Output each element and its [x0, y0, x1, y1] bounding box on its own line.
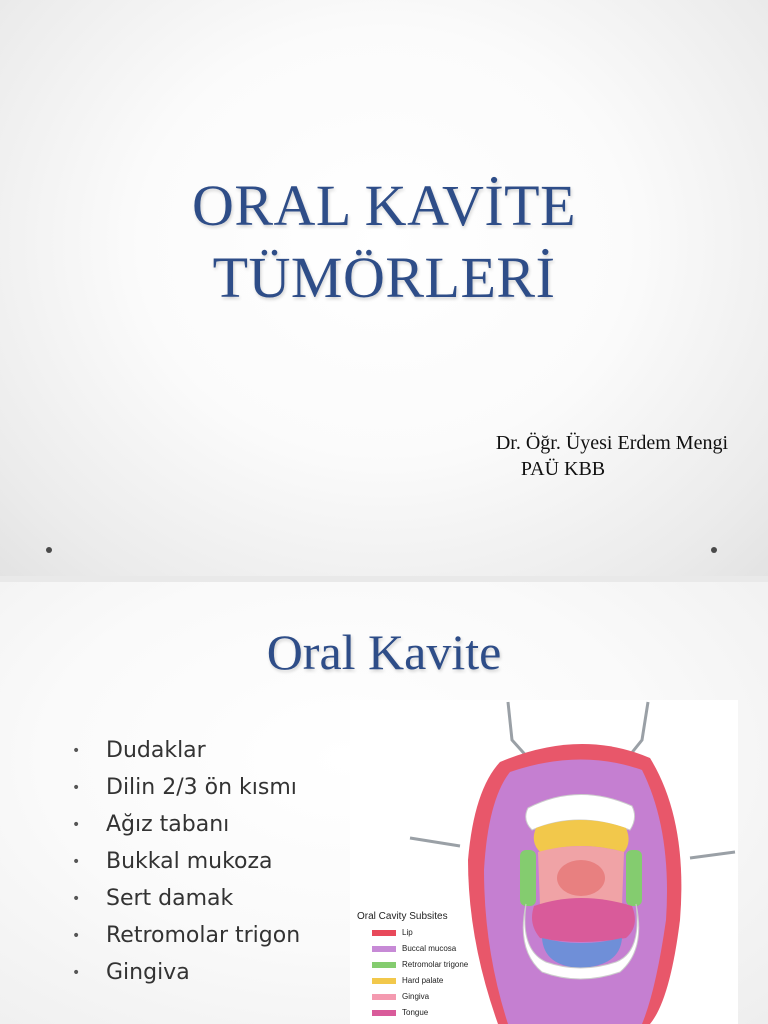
legend-title: Oral Cavity Subsites — [357, 911, 448, 922]
bullet-icon: • — [72, 779, 81, 796]
slide-title: Oral Kavite — [266, 624, 502, 680]
legend-item: Tongue — [357, 1005, 507, 1021]
bullet-list — [72, 732, 300, 991]
bullet-icon: • — [72, 816, 81, 833]
list-item: • Retromolar trigon — [72, 917, 300, 954]
figure-legend — [357, 911, 507, 1021]
legend-swatch — [372, 1010, 396, 1016]
legend-item: Buccal mucosa — [357, 941, 507, 957]
author-affiliation: PAÜ KBB — [520, 458, 606, 480]
author-name: Dr. Öğr. Üyesi Erdem Mengi — [495, 432, 728, 454]
list-item: • Gingiva — [72, 954, 300, 991]
legend-swatch — [372, 946, 396, 952]
presentation-title — [0, 170, 768, 314]
slide-nav-dot-right — [711, 547, 717, 553]
legend-item: Gingiva — [357, 989, 507, 1005]
title-line-2: TÜMÖRLERİ — [212, 245, 556, 310]
bullet-icon: • — [72, 890, 81, 907]
legend-item: Hard palate — [357, 973, 507, 989]
legend-swatch — [372, 962, 396, 968]
slide-nav-dot-left — [46, 547, 52, 553]
legend-swatch — [372, 930, 396, 936]
legend-item: Lip — [357, 925, 507, 941]
bullet-icon: • — [72, 742, 81, 759]
content-slide — [0, 582, 768, 1024]
legend-swatch — [372, 994, 396, 1000]
bullet-icon: • — [72, 927, 81, 944]
list-item: • Dilin 2/3 ön kısmı — [72, 769, 300, 806]
list-item: • Bukkal mukoza — [72, 843, 300, 880]
bullet-icon: • — [72, 964, 81, 981]
author-block — [398, 430, 728, 482]
list-item: • Sert damak — [72, 880, 300, 917]
legend-item: Retromolar trigone — [357, 957, 507, 973]
legend-swatch — [372, 978, 396, 984]
bullet-icon: • — [72, 853, 81, 870]
title-line-1: ORAL KAVİTE — [191, 173, 577, 238]
list-item: • Dudaklar — [72, 732, 300, 769]
list-item: • Ağız tabanı — [72, 806, 300, 843]
